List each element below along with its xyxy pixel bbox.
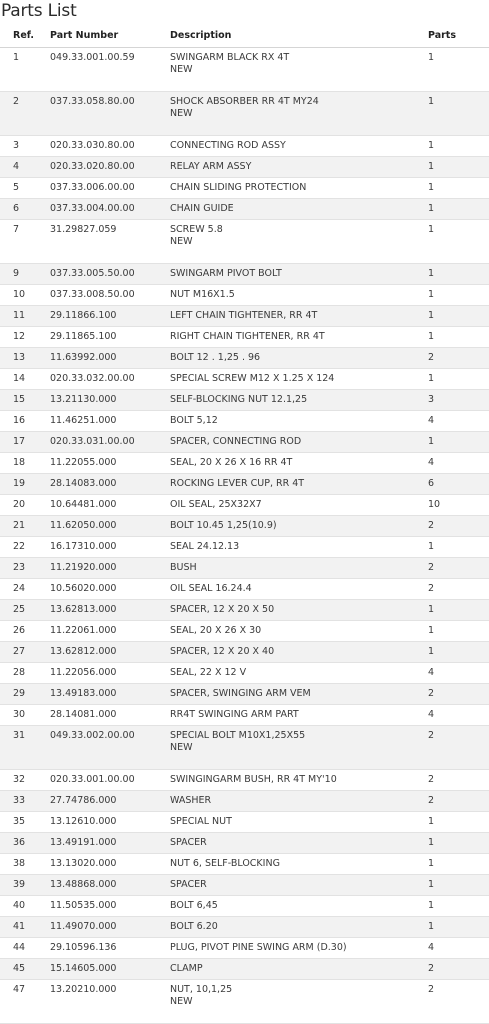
column-header-parts[interactable]: Parts	[416, 24, 489, 48]
table-row[interactable]	[0, 621, 489, 642]
description-cell	[158, 220, 416, 264]
description-cell	[158, 327, 416, 348]
ref-cell: 21	[0, 516, 38, 537]
quantity-cell: 1	[416, 917, 489, 938]
ref-cell: 2	[0, 92, 38, 136]
description-text: SEAL, 20 X 26 X 30	[170, 625, 262, 636]
ref-cell: 6	[0, 199, 38, 220]
part-number-cell: 11.46251.000	[38, 411, 158, 432]
quantity-cell: 1	[416, 264, 489, 285]
description-cell	[158, 199, 416, 220]
part-number-cell: 13.62812.000	[38, 642, 158, 663]
description-cell	[158, 178, 416, 199]
quantity-cell: 1	[416, 537, 489, 558]
ref-cell: 44	[0, 938, 38, 959]
ref-cell: 4	[0, 157, 38, 178]
quantity-cell: 2	[416, 959, 489, 980]
part-number-cell: 29.11866.100	[38, 306, 158, 327]
ref-cell: 12	[0, 327, 38, 348]
quantity-cell: 6	[416, 474, 489, 495]
part-number-cell: 11.50535.000	[38, 896, 158, 917]
quantity-cell: 1	[416, 854, 489, 875]
description-text: BOLT 12 . 1,25 . 96	[170, 352, 261, 363]
table-row[interactable]	[0, 411, 489, 432]
part-number-cell: 13.13020.000	[38, 854, 158, 875]
part-number-cell: 020.33.001.00.00	[38, 770, 158, 791]
description-cell	[158, 938, 416, 959]
description-cell	[158, 812, 416, 833]
description-cell	[158, 642, 416, 663]
quantity-cell: 1	[416, 48, 489, 92]
description-text: CLAMP	[170, 963, 203, 974]
table-row[interactable]	[0, 453, 489, 474]
new-label: NEW	[170, 64, 193, 75]
description-cell	[158, 157, 416, 178]
part-number-cell: 27.74786.000	[38, 791, 158, 812]
description-cell	[158, 453, 416, 474]
part-number-cell: 16.17310.000	[38, 537, 158, 558]
table-row[interactable]	[0, 663, 489, 684]
table-row[interactable]	[0, 642, 489, 663]
quantity-cell: 1	[416, 600, 489, 621]
table-row[interactable]	[0, 558, 489, 579]
quantity-cell: 1	[416, 369, 489, 390]
quantity-cell: 1	[416, 157, 489, 178]
ref-cell: 3	[0, 136, 38, 157]
part-number-cell: 037.33.006.00.00	[38, 178, 158, 199]
description-text: CHAIN SLIDING PROTECTION	[170, 182, 307, 193]
description-text: SWINGARM PIVOT BOLT	[170, 268, 282, 279]
description-text: SHOCK ABSORBER RR 4T MY24	[170, 96, 319, 107]
table-row[interactable]	[0, 938, 489, 959]
part-number-cell: 037.33.004.00.00	[38, 199, 158, 220]
table-row[interactable]	[0, 537, 489, 558]
ref-cell: 30	[0, 705, 38, 726]
quantity-cell: 3	[416, 390, 489, 411]
table-row[interactable]	[0, 812, 489, 833]
ref-cell: 38	[0, 854, 38, 875]
ref-cell: 22	[0, 537, 38, 558]
part-number-cell: 13.20210.000	[38, 980, 158, 1024]
quantity-cell: 2	[416, 726, 489, 770]
quantity-cell: 1	[416, 136, 489, 157]
part-number-cell: 020.33.020.80.00	[38, 157, 158, 178]
part-number-cell: 10.56020.000	[38, 579, 158, 600]
description-text: SWINGARM BLACK RX 4T	[170, 52, 290, 63]
description-cell	[158, 411, 416, 432]
description-cell	[158, 516, 416, 537]
description-text: SPACER	[170, 879, 207, 890]
description-text: SEAL, 20 X 26 X 16 RR 4T	[170, 457, 293, 468]
description-text: SPACER, 12 X 20 X 40	[170, 646, 275, 657]
table-row[interactable]	[0, 684, 489, 705]
ref-cell: 17	[0, 432, 38, 453]
quantity-cell: 2	[416, 516, 489, 537]
part-number-cell: 13.48868.000	[38, 875, 158, 896]
table-row[interactable]	[0, 516, 489, 537]
description-cell	[158, 896, 416, 917]
new-label: NEW	[170, 742, 193, 753]
description-cell	[158, 136, 416, 157]
description-text: WASHER	[170, 795, 212, 806]
table-row[interactable]	[0, 726, 489, 770]
description-cell	[158, 495, 416, 516]
ref-cell: 41	[0, 917, 38, 938]
ref-cell: 5	[0, 178, 38, 199]
part-number-cell: 11.22055.000	[38, 453, 158, 474]
ref-cell: 45	[0, 959, 38, 980]
column-header-part-number[interactable]: Part Number	[38, 24, 158, 48]
part-number-cell: 13.12610.000	[38, 812, 158, 833]
table-row[interactable]	[0, 959, 489, 980]
description-cell	[158, 833, 416, 854]
table-row[interactable]	[0, 896, 489, 917]
part-number-cell: 037.33.008.50.00	[38, 285, 158, 306]
quantity-cell: 2	[416, 770, 489, 791]
table-row[interactable]	[0, 348, 489, 369]
table-row[interactable]	[0, 264, 489, 285]
description-cell	[158, 348, 416, 369]
part-number-cell: 020.33.031.00.00	[38, 432, 158, 453]
description-cell	[158, 432, 416, 453]
quantity-cell: 1	[416, 875, 489, 896]
description-text: SEAL, 22 X 12 V	[170, 667, 247, 678]
ref-cell: 9	[0, 264, 38, 285]
description-cell	[158, 621, 416, 642]
description-cell	[158, 770, 416, 791]
quantity-cell: 1	[416, 327, 489, 348]
quantity-cell: 1	[416, 92, 489, 136]
part-number-cell: 11.62050.000	[38, 516, 158, 537]
part-number-cell: 020.33.032.00.00	[38, 369, 158, 390]
quantity-cell: 2	[416, 791, 489, 812]
quantity-cell: 1	[416, 812, 489, 833]
description-text: SWINGINGARM BUSH, RR 4T MY'10	[170, 774, 337, 785]
part-number-cell: 11.22061.000	[38, 621, 158, 642]
description-text: LEFT CHAIN TIGHTENER, RR 4T	[170, 310, 318, 321]
quantity-cell: 1	[416, 833, 489, 854]
quantity-cell: 1	[416, 306, 489, 327]
description-cell	[158, 854, 416, 875]
column-header-description[interactable]: Description	[158, 24, 416, 48]
quantity-cell: 1	[416, 642, 489, 663]
ref-cell: 39	[0, 875, 38, 896]
part-number-cell: 13.49191.000	[38, 833, 158, 854]
part-number-cell: 11.22056.000	[38, 663, 158, 684]
quantity-cell: 4	[416, 705, 489, 726]
description-cell	[158, 980, 416, 1024]
description-text: NUT M16X1.5	[170, 289, 235, 300]
table-row[interactable]	[0, 705, 489, 726]
description-text: SEAL 24.12.13	[170, 541, 240, 552]
ref-cell: 29	[0, 684, 38, 705]
description-text: SPACER, 12 X 20 X 50	[170, 604, 275, 615]
description-text: RR4T SWINGING ARM PART	[170, 709, 299, 720]
table-row[interactable]	[0, 178, 489, 199]
description-cell	[158, 264, 416, 285]
table-row[interactable]	[0, 875, 489, 896]
description-cell	[158, 369, 416, 390]
description-cell	[158, 285, 416, 306]
table-row[interactable]	[0, 369, 489, 390]
description-cell	[158, 959, 416, 980]
ref-cell: 11	[0, 306, 38, 327]
quantity-cell: 2	[416, 558, 489, 579]
part-number-cell: 049.33.001.00.59	[38, 48, 158, 92]
quantity-cell: 1	[416, 199, 489, 220]
part-number-cell: 29.10596.136	[38, 938, 158, 959]
ref-cell: 10	[0, 285, 38, 306]
ref-cell: 15	[0, 390, 38, 411]
quantity-cell: 4	[416, 663, 489, 684]
quantity-cell: 2	[416, 579, 489, 600]
quantity-cell: 1	[416, 220, 489, 264]
part-number-cell: 020.33.030.80.00	[38, 136, 158, 157]
ref-cell: 47	[0, 980, 38, 1024]
ref-cell: 35	[0, 812, 38, 833]
table-row[interactable]	[0, 306, 489, 327]
table-row[interactable]	[0, 157, 489, 178]
part-number-cell: 11.49070.000	[38, 917, 158, 938]
ref-cell: 13	[0, 348, 38, 369]
table-row[interactable]	[0, 220, 489, 264]
part-number-cell: 049.33.002.00.00	[38, 726, 158, 770]
new-label: NEW	[170, 108, 193, 119]
description-cell	[158, 306, 416, 327]
description-text: CHAIN GUIDE	[170, 203, 234, 214]
table-header-row	[0, 24, 489, 48]
table-row[interactable]	[0, 600, 489, 621]
table-row[interactable]	[0, 770, 489, 791]
ref-cell: 36	[0, 833, 38, 854]
ref-cell: 25	[0, 600, 38, 621]
part-number-cell: 11.63992.000	[38, 348, 158, 369]
column-header-ref[interactable]: Ref.	[0, 24, 38, 48]
part-number-cell: 29.11865.100	[38, 327, 158, 348]
quantity-cell: 10	[416, 495, 489, 516]
description-cell	[158, 684, 416, 705]
description-cell	[158, 726, 416, 770]
description-text: SCREW 5.8	[170, 224, 223, 235]
description-text: SPACER, CONNECTING ROD	[170, 436, 302, 447]
part-number-cell: 13.49183.000	[38, 684, 158, 705]
description-text: SPACER	[170, 837, 207, 848]
part-number-cell: 037.33.058.80.00	[38, 92, 158, 136]
description-text: SPACER, SWINGING ARM VEM	[170, 688, 311, 699]
ref-cell: 31	[0, 726, 38, 770]
part-number-cell: 037.33.005.50.00	[38, 264, 158, 285]
description-cell	[158, 917, 416, 938]
ref-cell: 18	[0, 453, 38, 474]
table-row[interactable]	[0, 432, 489, 453]
table-row[interactable]	[0, 495, 489, 516]
quantity-cell: 4	[416, 411, 489, 432]
description-text: SPECIAL BOLT M10X1,25X55	[170, 730, 306, 741]
description-cell	[158, 474, 416, 495]
description-cell	[158, 537, 416, 558]
description-text: BUSH	[170, 562, 197, 573]
description-cell	[158, 600, 416, 621]
description-cell	[158, 663, 416, 684]
table-row[interactable]	[0, 390, 489, 411]
table-row[interactable]	[0, 136, 489, 157]
table-row[interactable]	[0, 199, 489, 220]
description-cell	[158, 558, 416, 579]
table-row[interactable]	[0, 791, 489, 812]
quantity-cell: 2	[416, 348, 489, 369]
part-number-cell: 15.14605.000	[38, 959, 158, 980]
ref-cell: 20	[0, 495, 38, 516]
quantity-cell: 4	[416, 453, 489, 474]
parts-table-body	[0, 48, 489, 1024]
quantity-cell: 2	[416, 684, 489, 705]
table-row[interactable]	[0, 917, 489, 938]
ref-cell: 40	[0, 896, 38, 917]
part-number-cell: 13.21130.000	[38, 390, 158, 411]
description-text: PLUG, PIVOT PINE SWING ARM (D.30)	[170, 942, 347, 953]
description-text: NUT 6, SELF-BLOCKING	[170, 858, 280, 869]
description-text: OIL SEAL 16.24.4	[170, 583, 252, 594]
description-text: SPECIAL SCREW M12 X 1.25 X 124	[170, 373, 335, 384]
description-text: NUT, 10,1,25	[170, 984, 233, 995]
ref-cell: 23	[0, 558, 38, 579]
description-text: RIGHT CHAIN TIGHTENER, RR 4T	[170, 331, 325, 342]
page-title: Parts List	[1, 1, 77, 21]
new-label: NEW	[170, 996, 193, 1007]
table-row[interactable]	[0, 854, 489, 875]
description-text: RELAY ARM ASSY	[170, 161, 252, 172]
part-number-cell: 28.14083.000	[38, 474, 158, 495]
description-cell	[158, 791, 416, 812]
ref-cell: 1	[0, 48, 38, 92]
table-row[interactable]	[0, 48, 489, 92]
description-cell	[158, 579, 416, 600]
description-cell	[158, 390, 416, 411]
description-text: ROCKING LEVER CUP, RR 4T	[170, 478, 305, 489]
ref-cell: 7	[0, 220, 38, 264]
description-text: SELF-BLOCKING NUT 12.1,25	[170, 394, 308, 405]
ref-cell: 19	[0, 474, 38, 495]
part-number-cell: 28.14081.000	[38, 705, 158, 726]
ref-cell: 28	[0, 663, 38, 684]
parts-table	[0, 24, 489, 1024]
description-cell	[158, 48, 416, 92]
table-row[interactable]	[0, 833, 489, 854]
ref-cell: 24	[0, 579, 38, 600]
part-number-cell: 11.21920.000	[38, 558, 158, 579]
ref-cell: 26	[0, 621, 38, 642]
table-row[interactable]	[0, 285, 489, 306]
description-text: CONNECTING ROD ASSY	[170, 140, 286, 151]
part-number-cell: 13.62813.000	[38, 600, 158, 621]
ref-cell: 27	[0, 642, 38, 663]
quantity-cell: 1	[416, 896, 489, 917]
table-row[interactable]	[0, 92, 489, 136]
ref-cell: 16	[0, 411, 38, 432]
quantity-cell: 2	[416, 980, 489, 1024]
description-cell	[158, 705, 416, 726]
description-text: BOLT 6,45	[170, 900, 218, 911]
description-text: BOLT 5,12	[170, 415, 218, 426]
quantity-cell: 1	[416, 432, 489, 453]
table-row[interactable]	[0, 474, 489, 495]
description-text: BOLT 10.45 1,25(10.9)	[170, 520, 277, 531]
ref-cell: 14	[0, 369, 38, 390]
description-cell	[158, 875, 416, 896]
quantity-cell: 1	[416, 178, 489, 199]
table-row[interactable]	[0, 579, 489, 600]
quantity-cell: 1	[416, 621, 489, 642]
description-text: BOLT 6.20	[170, 921, 218, 932]
description-text: SPECIAL NUT	[170, 816, 232, 827]
table-row[interactable]	[0, 327, 489, 348]
description-cell	[158, 92, 416, 136]
ref-cell: 32	[0, 770, 38, 791]
description-text: OIL SEAL, 25X32X7	[170, 499, 262, 510]
part-number-cell: 10.64481.000	[38, 495, 158, 516]
table-row[interactable]	[0, 980, 489, 1024]
quantity-cell: 1	[416, 285, 489, 306]
new-label: NEW	[170, 236, 193, 247]
ref-cell: 33	[0, 791, 38, 812]
quantity-cell: 4	[416, 938, 489, 959]
part-number-cell: 31.29827.059	[38, 220, 158, 264]
